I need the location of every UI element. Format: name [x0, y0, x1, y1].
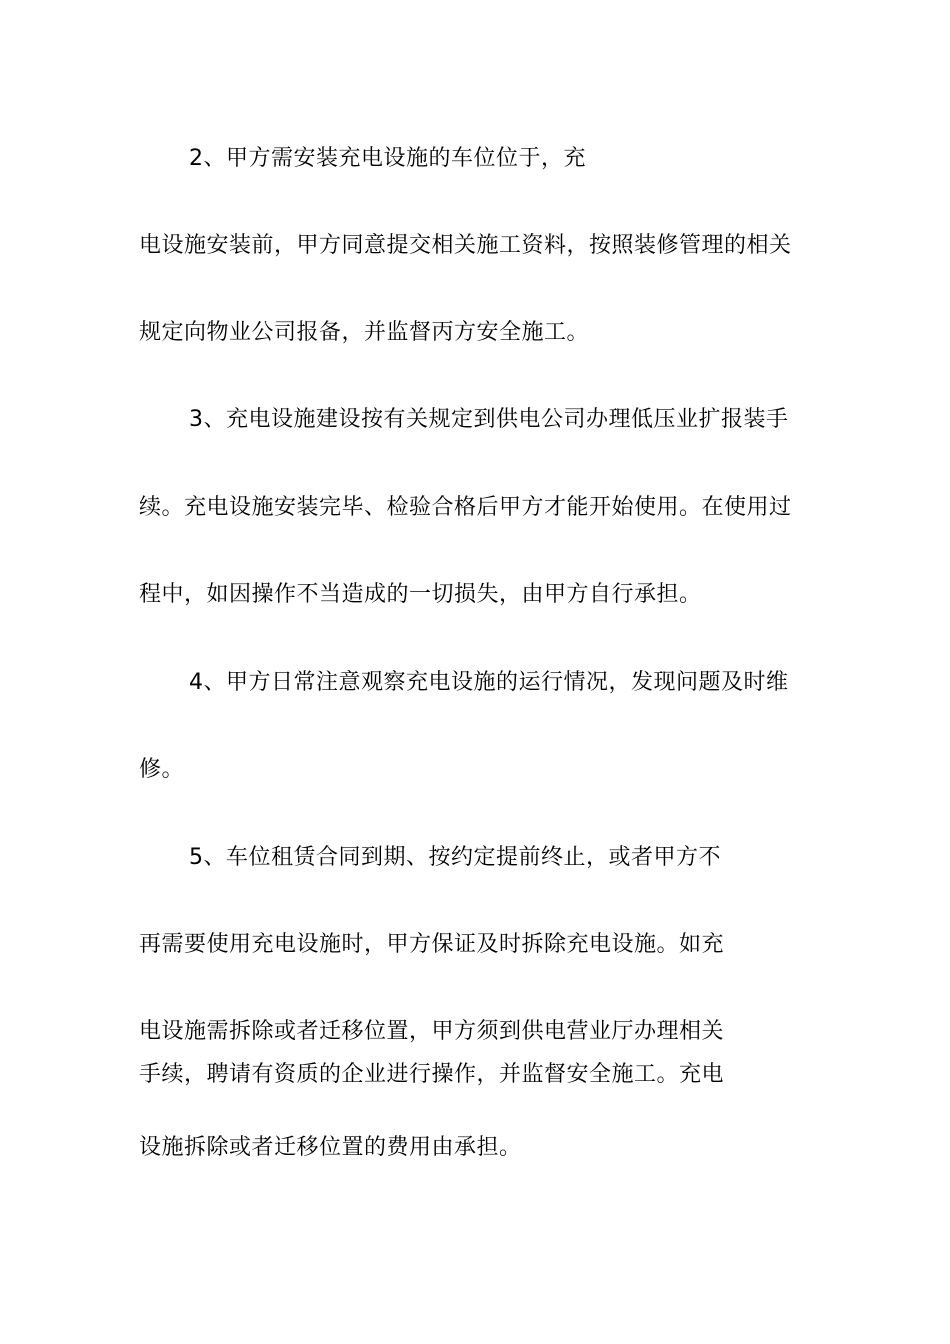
paragraph-4-line-2: 修。 — [139, 757, 185, 782]
paragraph-2-line-1: 2、甲方需安装充电设施的车位位于，充 — [189, 146, 586, 171]
paragraph-3-line-1: 3、充电设施建设按有关规定到供电公司办理低压业扩报装手 — [189, 407, 789, 432]
paragraph-5-line-5: 设施拆除或者迁移位置的费用由承担。 — [139, 1135, 522, 1160]
paragraph-5-line-3: 电设施需拆除或者迁移位置，甲方须到供电营业厅办理相关 — [139, 1019, 725, 1044]
paragraph-5-line-4: 手续，聘请有资质的企业进行操作，并监督安全施工。充电 — [139, 1062, 725, 1087]
paragraph-3-line-3: 程中，如因操作不当造成的一切损失，由甲方自行承担。 — [139, 582, 702, 607]
paragraph-5-line-2: 再需要使用充电设施时，甲方保证及时拆除充电设施。如充 — [139, 932, 725, 957]
paragraph-2-line-2: 电设施安装前，甲方同意提交相关施工资料，按照装修管理的相关 — [139, 233, 792, 258]
paragraph-5-line-1: 5、车位租赁合同到期、按约定提前终止，或者甲方不 — [189, 845, 721, 870]
paragraph-3-line-2: 续。充电设施安装完毕、检验合格后甲方才能开始使用。在使用过 — [139, 495, 792, 520]
paragraph-4-line-1: 4、甲方日常注意观察充电设施的运行情况，发现问题及时维 — [189, 670, 789, 695]
paragraph-2-line-3: 规定向物业公司报备，并监督丙方安全施工。 — [139, 320, 590, 345]
